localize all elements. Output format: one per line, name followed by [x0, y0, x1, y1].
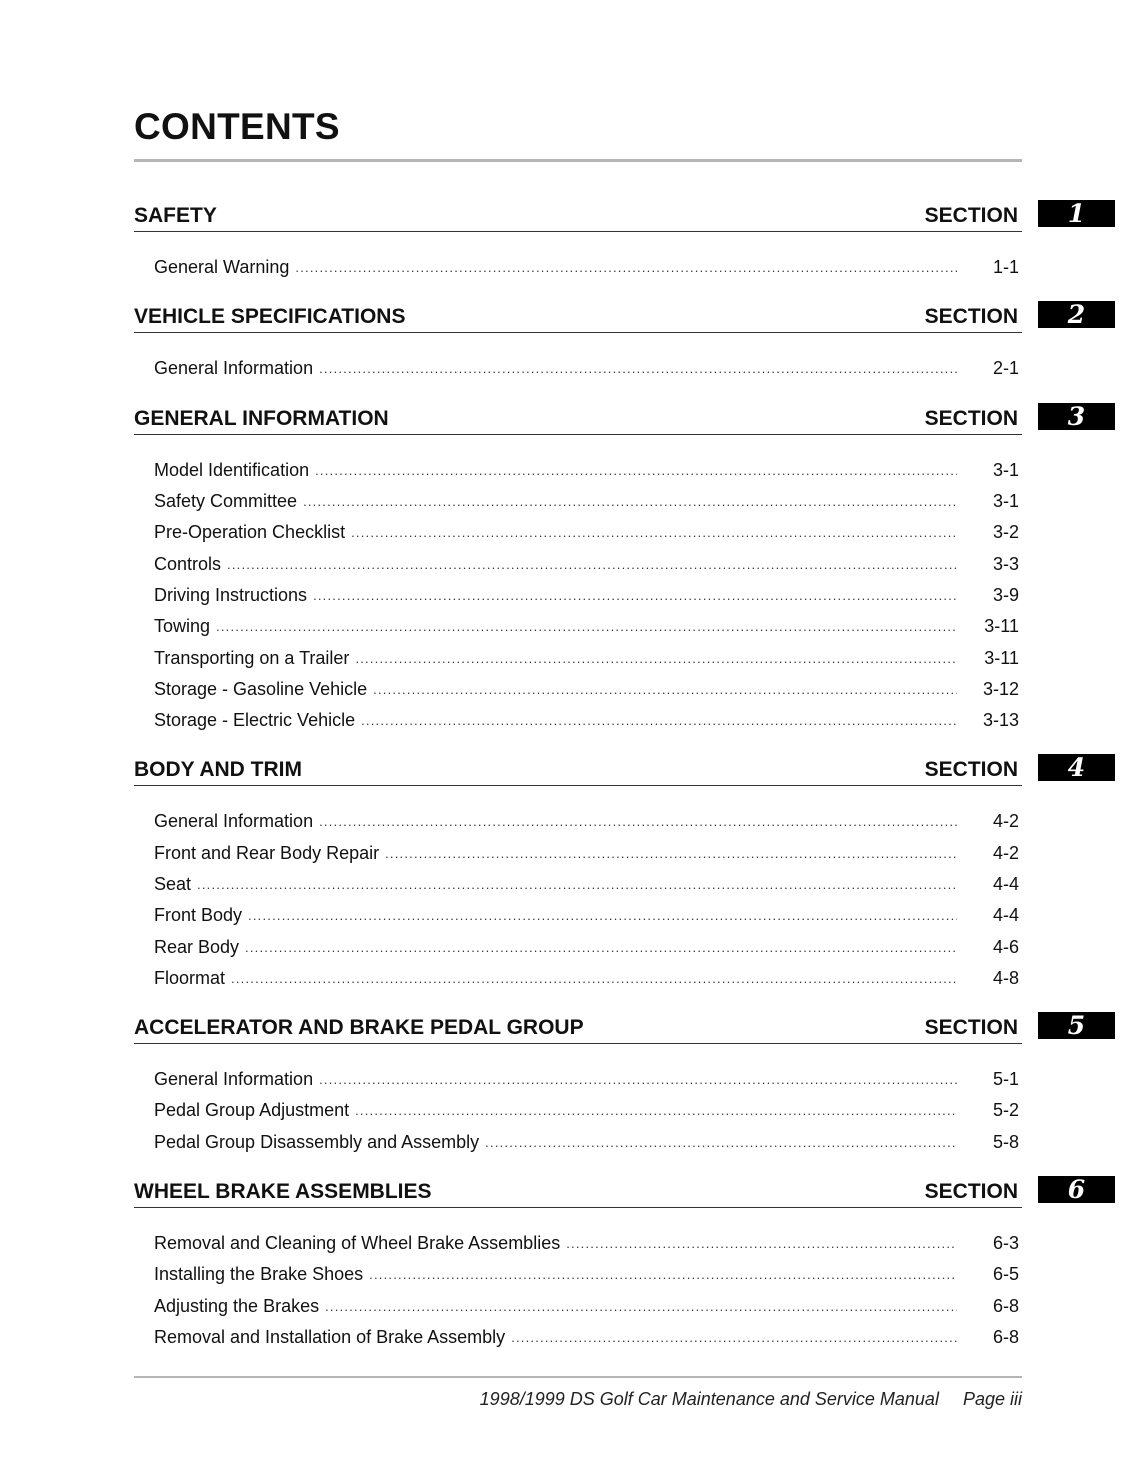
entry-title[interactable]: Pedal Group Disassembly and Assembly — [154, 1131, 480, 1152]
section-number-tab[interactable]: 5 — [1038, 1012, 1115, 1039]
dot-leader — [231, 971, 957, 986]
section-header — [134, 300, 1086, 333]
toc-entry[interactable] — [154, 1259, 1019, 1290]
entry-title[interactable]: General Warning — [154, 257, 290, 278]
entry-title[interactable]: Rear Body — [154, 936, 240, 957]
entry-title[interactable]: Pre-Operation Checklist — [154, 522, 346, 543]
toc-entry[interactable] — [154, 705, 1019, 736]
table-of-contents — [134, 200, 1116, 1371]
title-divider — [134, 159, 1022, 162]
toc-entry[interactable] — [154, 1064, 1019, 1095]
entry-page[interactable]: 4-2 — [992, 811, 1019, 832]
dot-leader — [303, 494, 957, 509]
toc-entry[interactable] — [154, 252, 1019, 283]
entry-page[interactable]: 1-1 — [992, 257, 1019, 278]
section-title[interactable]: BODY AND TRIM — [134, 758, 302, 782]
toc-section — [134, 754, 1116, 994]
section-label: SECTION — [924, 204, 1018, 227]
manual-title: 1998/1999 DS Golf Car Maintenance and Service Manual — [479, 1389, 939, 1409]
page-number: Page iii — [962, 1389, 1022, 1409]
toc-entry[interactable] — [154, 1291, 1019, 1322]
entry-title[interactable]: Front Body — [154, 905, 243, 926]
entry-page[interactable]: 4-4 — [992, 905, 1019, 926]
dot-leader — [325, 1299, 957, 1314]
toc-entry[interactable] — [154, 353, 1019, 384]
dot-leader — [355, 1103, 957, 1118]
toc-entry[interactable] — [154, 580, 1019, 611]
section-number-tab[interactable]: 2 — [1038, 301, 1115, 328]
entry-title[interactable]: Towing — [154, 616, 211, 637]
dot-leader — [369, 1267, 957, 1282]
entry-title[interactable]: Storage - Electric Vehicle — [154, 710, 356, 731]
toc-section — [134, 200, 1116, 283]
entry-page[interactable]: 5-1 — [992, 1069, 1019, 1090]
section-label: SECTION — [924, 1016, 1018, 1040]
dot-leader — [351, 525, 957, 540]
toc-entry[interactable] — [154, 548, 1019, 579]
section-title[interactable]: SAFETY — [134, 204, 217, 227]
section-entries — [134, 1208, 1116, 1353]
toc-entry[interactable] — [154, 674, 1019, 705]
toc-entry[interactable] — [154, 1095, 1019, 1126]
entry-page[interactable]: 4-2 — [992, 842, 1019, 863]
entry-title[interactable]: Driving Instructions — [154, 584, 308, 605]
entry-title[interactable]: Pedal Group Adjustment — [154, 1100, 350, 1121]
section-entries — [134, 435, 1116, 737]
dot-leader — [197, 877, 957, 892]
dot-leader — [216, 619, 957, 634]
section-label: SECTION — [924, 758, 1018, 782]
entry-page[interactable]: 3-11 — [984, 647, 1019, 668]
entry-page[interactable]: 6-8 — [992, 1326, 1019, 1347]
section-header — [134, 401, 1086, 435]
entry-page[interactable]: 3-2 — [992, 522, 1019, 543]
entry-title[interactable]: Storage - Gasoline Vehicle — [154, 678, 368, 699]
toc-section — [134, 403, 1116, 737]
entry-title[interactable]: General Information — [154, 358, 314, 379]
dot-leader — [295, 260, 957, 275]
toc-entry[interactable] — [154, 455, 1019, 486]
section-title[interactable]: VEHICLE SPECIFICATIONS — [134, 305, 406, 329]
section-entries — [134, 333, 1116, 384]
toc-entry[interactable] — [154, 838, 1019, 869]
entry-title[interactable]: Front and Rear Body Repair — [154, 842, 380, 863]
toc-entry[interactable] — [154, 1127, 1019, 1158]
section-label: SECTION — [924, 305, 1018, 329]
page-title: CONTENTS — [134, 106, 340, 147]
section-header — [134, 1174, 1086, 1208]
entry-page[interactable]: 5-8 — [992, 1131, 1019, 1152]
section-title[interactable]: GENERAL INFORMATION — [134, 406, 389, 430]
dot-leader — [245, 940, 957, 955]
section-number-tab[interactable]: 1 — [1038, 200, 1115, 227]
section-entries — [134, 786, 1116, 994]
entry-title[interactable]: Safety Committee — [154, 491, 298, 512]
section-label: SECTION — [924, 1179, 1018, 1203]
toc-section — [134, 301, 1116, 384]
entry-page[interactable]: 3-9 — [992, 584, 1019, 605]
dot-leader — [511, 1330, 957, 1345]
entry-title[interactable]: Installing the Brake Shoes — [154, 1264, 364, 1285]
entry-title[interactable]: Model Identification — [154, 459, 310, 480]
section-number-tab[interactable]: 3 — [1038, 403, 1115, 430]
dot-leader — [385, 846, 957, 861]
entry-page[interactable]: 3-1 — [992, 491, 1019, 512]
entry-page[interactable]: 6-3 — [992, 1233, 1019, 1254]
entry-title[interactable]: Floormat — [154, 967, 226, 988]
toc-entry[interactable] — [154, 900, 1019, 931]
toc-entry[interactable] — [154, 611, 1019, 642]
toc-entry[interactable] — [154, 642, 1019, 673]
toc-entry[interactable] — [154, 1322, 1019, 1353]
entry-page[interactable]: 6-8 — [992, 1295, 1019, 1316]
dot-leader — [355, 651, 957, 666]
dot-leader — [319, 814, 957, 829]
entry-page[interactable]: 4-4 — [992, 874, 1019, 894]
page-footer — [480, 1389, 1022, 1410]
entry-page[interactable]: 4-8 — [992, 967, 1019, 988]
dot-leader — [315, 463, 957, 478]
section-number-tab[interactable]: 4 — [1038, 754, 1115, 781]
section-header — [134, 199, 1086, 232]
dot-leader — [227, 557, 957, 572]
entry-title[interactable]: Removal and Cleaning of Wheel Brake Assemblies — [154, 1233, 561, 1254]
entry-page[interactable]: 5-2 — [992, 1100, 1019, 1121]
section-number-tab[interactable]: 6 — [1038, 1176, 1115, 1203]
toc-entry[interactable] — [154, 963, 1019, 994]
entry-title[interactable]: General Information — [154, 1069, 314, 1090]
entry-page[interactable]: 6-5 — [992, 1264, 1019, 1285]
dot-leader — [248, 908, 957, 923]
toc-section — [134, 1176, 1116, 1353]
dot-leader — [485, 1135, 957, 1150]
entry-title[interactable]: Seat — [154, 874, 192, 894]
section-header — [134, 753, 1086, 786]
entry-page[interactable]: 4-6 — [992, 936, 1019, 957]
entry-title[interactable]: Transporting on a Trailer — [154, 647, 350, 668]
toc-entry[interactable] — [154, 931, 1019, 962]
dot-leader — [319, 1072, 957, 1087]
toc-entry[interactable] — [154, 517, 1019, 548]
entry-title[interactable]: Adjusting the Brakes — [154, 1295, 320, 1316]
dot-leader — [566, 1236, 957, 1251]
entry-page[interactable]: 3-12 — [982, 678, 1019, 699]
dot-leader — [319, 361, 957, 376]
toc-entry[interactable] — [154, 869, 1019, 900]
section-title[interactable]: ACCELERATOR AND BRAKE PEDAL GROUP — [134, 1016, 584, 1040]
entry-page[interactable]: 3-3 — [992, 553, 1019, 574]
dot-leader — [313, 588, 957, 603]
footer-divider — [134, 1376, 1022, 1378]
entry-page[interactable]: 3-13 — [982, 710, 1019, 731]
entry-title[interactable]: Removal and Installation of Brake Assembly — [154, 1326, 506, 1347]
section-header — [134, 1011, 1086, 1044]
entry-page[interactable]: 3-1 — [992, 459, 1019, 480]
entry-title[interactable]: General Information — [154, 811, 314, 832]
section-entries — [134, 232, 1116, 283]
toc-entry[interactable] — [154, 1228, 1019, 1259]
toc-entry[interactable] — [154, 486, 1019, 517]
entry-page[interactable]: 2-1 — [992, 358, 1019, 379]
entry-title[interactable]: Controls — [154, 553, 222, 574]
dot-leader — [361, 713, 957, 728]
entry-page[interactable]: 3-11 — [984, 616, 1019, 637]
toc-section — [134, 1012, 1116, 1158]
toc-entry[interactable] — [154, 806, 1019, 837]
section-entries — [134, 1044, 1116, 1158]
section-label: SECTION — [924, 406, 1018, 430]
section-title[interactable]: WHEEL BRAKE ASSEMBLIES — [134, 1179, 432, 1203]
dot-leader — [373, 682, 957, 697]
